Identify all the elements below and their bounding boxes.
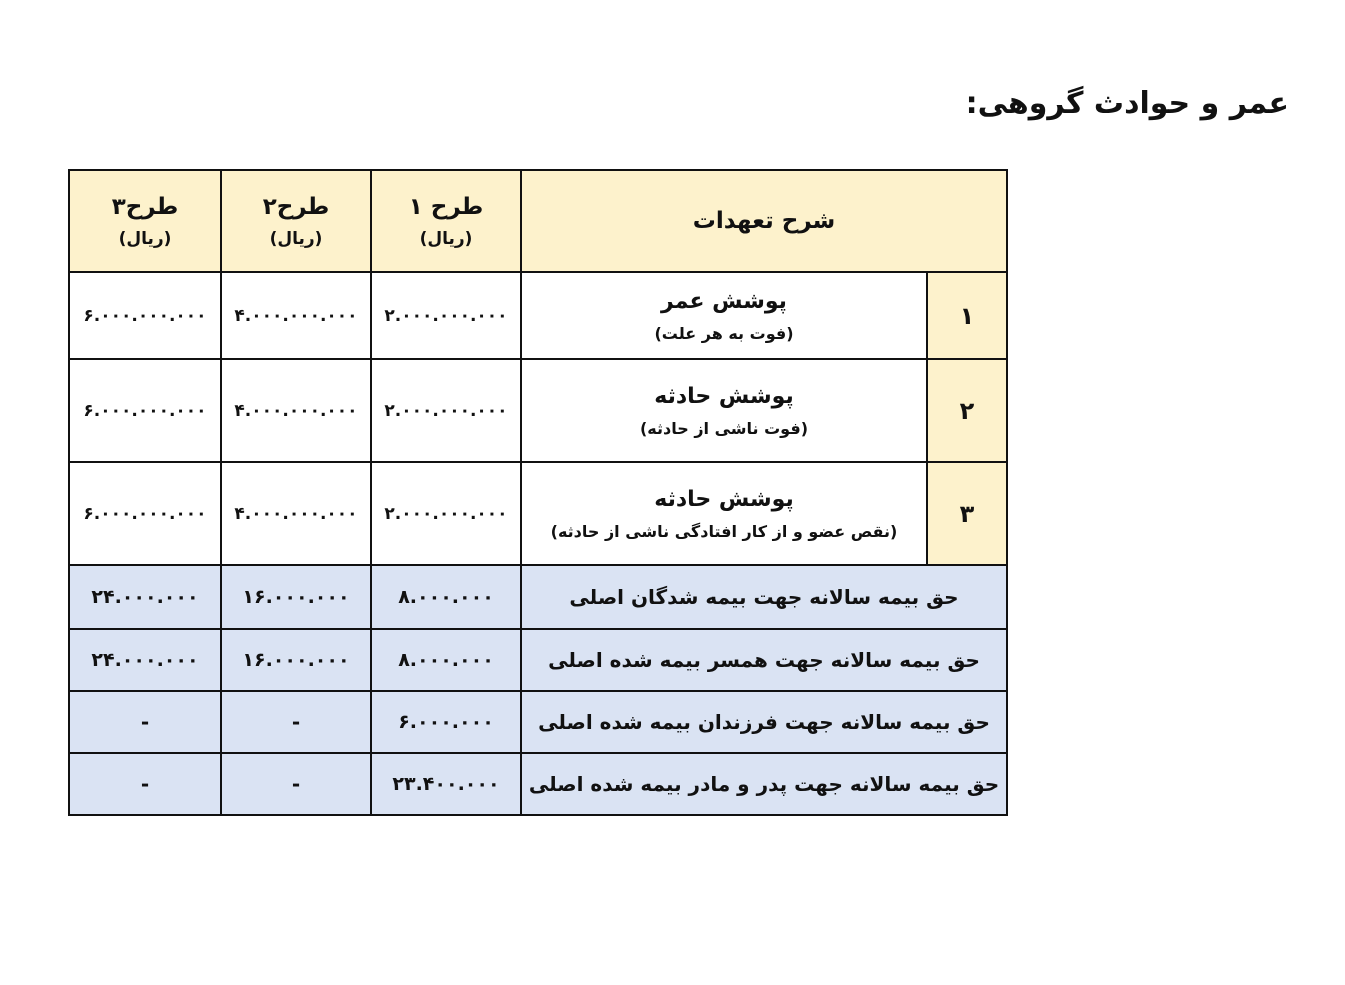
premium-label: حق بیمه سالانه جهت همسر بیمه شده اصلی (521, 629, 1007, 691)
plan-2-value: ۴.۰۰۰.۰۰۰.۰۰۰ (221, 462, 371, 565)
row-number: ۲ (927, 359, 1007, 462)
plan-1-value: ۲.۰۰۰.۰۰۰.۰۰۰ (371, 359, 521, 462)
coverage-title: پوشش عمر (661, 288, 787, 314)
plan-3-premium: ۲۴.۰۰۰.۰۰۰ (69, 565, 221, 629)
plan-1-premium: ۲۳.۴۰۰.۰۰۰ (371, 753, 521, 815)
plan-1-value: ۲.۰۰۰.۰۰۰.۰۰۰ (371, 462, 521, 565)
plan-1-value: ۲.۰۰۰.۰۰۰.۰۰۰ (371, 272, 521, 359)
coverage-description (521, 359, 927, 462)
plan-1-header (371, 170, 521, 272)
plan-2-value: ۴.۰۰۰.۰۰۰.۰۰۰ (221, 272, 371, 359)
premium-label: حق بیمه سالانه جهت بیمه شدگان اصلی (521, 565, 1007, 629)
plan-unit: (ریال) (118, 228, 172, 249)
premium-row (69, 565, 1007, 629)
row-number: ۳ (927, 462, 1007, 565)
plan-name: طرح۲ (262, 194, 330, 221)
coverage-description (521, 272, 927, 359)
plan-name: طرح۳ (111, 194, 179, 221)
plan-3-premium: - (69, 753, 221, 815)
plan-2-premium: ۱۶.۰۰۰.۰۰۰ (221, 629, 371, 691)
plan-3-value: ۶.۰۰۰.۰۰۰.۰۰۰ (69, 272, 221, 359)
coverage-title: پوشش حادثه (654, 486, 794, 512)
plan-3-value: ۶.۰۰۰.۰۰۰.۰۰۰ (69, 462, 221, 565)
plan-2-premium: - (221, 691, 371, 753)
coverage-note: (فوت به هر علت) (654, 324, 794, 344)
row-number: ۱ (927, 272, 1007, 359)
plan-1-premium: ۸.۰۰۰.۰۰۰ (371, 565, 521, 629)
coverage-description (521, 462, 927, 565)
coverage-note: (نقص عضو و از کار افتادگی ناشی از حادثه) (550, 522, 898, 542)
plan-2-premium: - (221, 753, 371, 815)
plan-2-premium: ۱۶.۰۰۰.۰۰۰ (221, 565, 371, 629)
premium-row (69, 691, 1007, 753)
table-row (69, 272, 1007, 359)
plan-1-premium: ۸.۰۰۰.۰۰۰ (371, 629, 521, 691)
plan-name: طرح ۱ (408, 194, 484, 221)
coverage-title: پوشش حادثه (654, 383, 794, 409)
coverage-table (68, 169, 1008, 816)
table-header-row (69, 170, 1007, 272)
premium-row (69, 629, 1007, 691)
plan-2-header (221, 170, 371, 272)
premium-label: حق بیمه سالانه جهت پدر و مادر بیمه شده اصلی (521, 753, 1007, 815)
premium-label: حق بیمه سالانه جهت فرزندان بیمه شده اصلی (521, 691, 1007, 753)
premium-row (69, 753, 1007, 815)
plan-3-premium: - (69, 691, 221, 753)
table-row (69, 462, 1007, 565)
plan-3-premium: ۲۴.۰۰۰.۰۰۰ (69, 629, 221, 691)
plan-2-value: ۴.۰۰۰.۰۰۰.۰۰۰ (221, 359, 371, 462)
coverage-note: (فوت ناشی از حادثه) (639, 419, 808, 439)
plan-1-premium: ۶.۰۰۰.۰۰۰ (371, 691, 521, 753)
table-row (69, 359, 1007, 462)
description-header: شرح تعهدات (521, 170, 1007, 272)
plan-3-value: ۶.۰۰۰.۰۰۰.۰۰۰ (69, 359, 221, 462)
page-title: عمر و حوادث گروهی: (965, 86, 1289, 121)
plan-3-header (69, 170, 221, 272)
plan-unit: (ریال) (269, 228, 323, 249)
plan-unit: (ریال) (419, 228, 473, 249)
